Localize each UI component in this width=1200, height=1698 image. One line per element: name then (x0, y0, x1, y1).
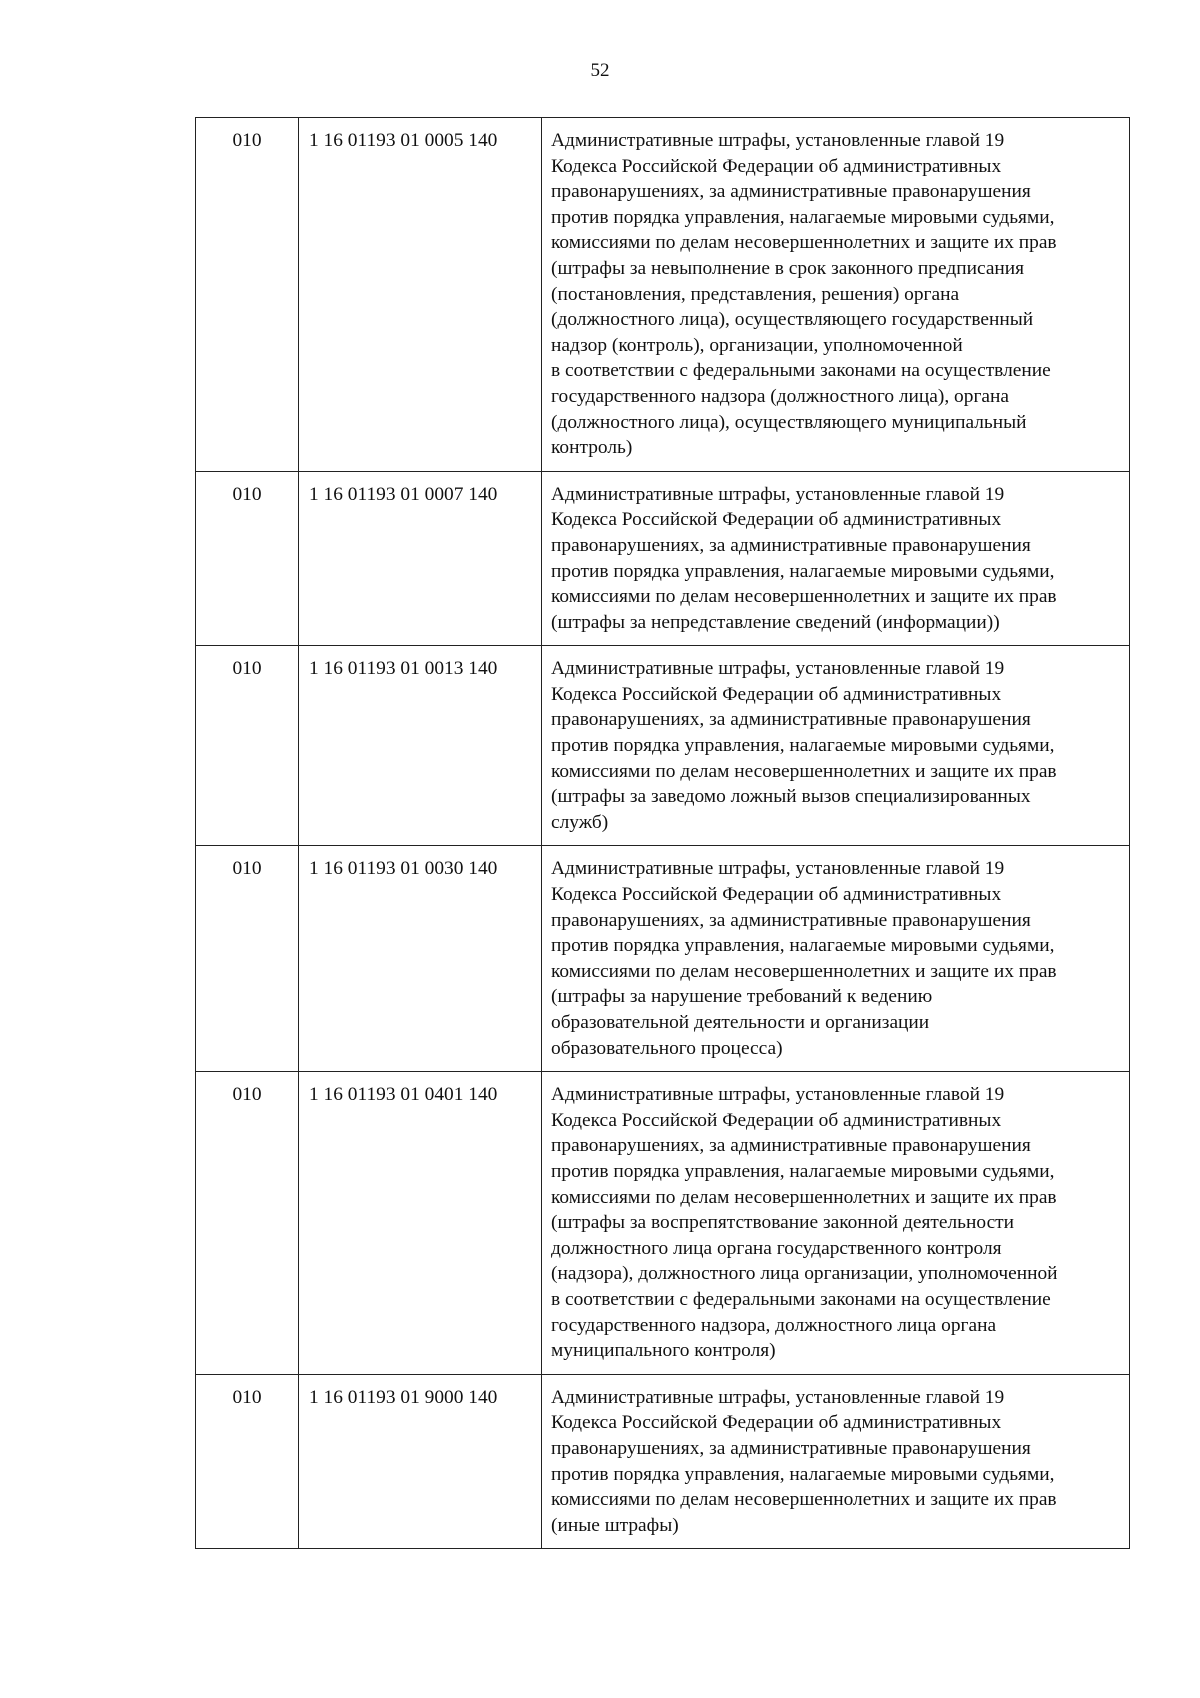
description-line: (постановления, представления, решения) органа (551, 283, 960, 305)
table-row (196, 471, 1130, 646)
kbk-code-cell: 1 16 01193 01 9000 140 (299, 1374, 542, 1549)
description-line: Кодекса Российской Федерации об административных (551, 884, 1002, 906)
description-line: (надзора), должностного лица организации, уполномоченной (551, 1263, 1058, 1285)
table-row (196, 1374, 1130, 1549)
description-line: Кодекса Российской Федерации об административных (551, 155, 1002, 177)
description-line: государственного надзора, должностного лица органа (551, 1314, 997, 1336)
description-line: Административные штрафы, установленные главой 19 (551, 658, 1005, 680)
description-line: надзор (контроль), организации, уполномоченной (551, 334, 963, 356)
admin-code-cell: 010 (196, 646, 299, 846)
description-line: в соответствии с федеральными законами на осуществление (551, 360, 1051, 382)
description-line: комиссиями по делам несовершеннолетних и защите их прав (551, 960, 1057, 982)
description-cell (542, 1072, 1130, 1375)
description-line: Административные штрафы, установленные главой 19 (551, 483, 1005, 505)
table-row (196, 846, 1130, 1072)
admin-code-cell: 010 (196, 1374, 299, 1549)
description-line: (штрафы за заведомо ложный вызов специализированных (551, 786, 1031, 808)
description-line: Административные штрафы, установленные главой 19 (551, 1084, 1005, 1106)
description-line: (штрафы за воспрепятствование законной деятельности (551, 1212, 1015, 1234)
description-line: образовательной деятельности и организации (551, 1012, 930, 1033)
admin-code-cell: 010 (196, 1072, 299, 1375)
description-line: против порядка управления, налагаемые мировыми судьями, (551, 1160, 1055, 1182)
description-line: контроль) (551, 437, 633, 459)
description-cell (542, 1374, 1130, 1549)
budget-codes-table (195, 117, 1130, 1549)
description-line: Административные штрафы, установленные главой 19 (551, 1386, 1005, 1408)
admin-code-cell: 010 (196, 471, 299, 646)
kbk-code-cell: 1 16 01193 01 0005 140 (299, 118, 542, 472)
description-line: Кодекса Российской Федерации об административных (551, 1412, 1002, 1434)
kbk-code-cell: 1 16 01193 01 0007 140 (299, 471, 542, 646)
description-cell (542, 118, 1130, 472)
description-line: комиссиями по делам несовершеннолетних и защите их прав (551, 1186, 1057, 1208)
description-cell (542, 646, 1130, 846)
description-line: против порядка управления, налагаемые мировыми судьями, (551, 1463, 1055, 1485)
description-line: правонарушениях, за административные правонарушения (551, 534, 1031, 556)
table-row (196, 646, 1130, 846)
description-line: (штрафы за непредставление сведений (информации)) (551, 611, 1000, 633)
description-line: против порядка управления, налагаемые мировыми судьями, (551, 560, 1055, 582)
page-number: 52 (590, 60, 610, 81)
admin-code-cell: 010 (196, 846, 299, 1072)
description-line: против порядка управления, налагаемые мировыми судьями, (551, 735, 1055, 757)
admin-code-cell: 010 (196, 118, 299, 472)
table-row (196, 118, 1130, 472)
description-line: комиссиями по делам несовершеннолетних и защите их прав (551, 232, 1057, 254)
description-line: Кодекса Российской Федерации об административных (551, 1109, 1002, 1131)
description-line: правонарушениях, за административные правонарушения (551, 909, 1031, 931)
description-line: Кодекса Российской Федерации об административных (551, 509, 1002, 531)
description-line: правонарушениях, за административные правонарушения (551, 181, 1031, 203)
description-line: (должностного лица), осуществляющего государственный (551, 309, 1034, 331)
description-line: (должностного лица), осуществляющего муниципальный (551, 411, 1027, 433)
description-line: Кодекса Российской Федерации об административных (551, 683, 1002, 705)
kbk-code-cell: 1 16 01193 01 0030 140 (299, 846, 542, 1072)
description-line: правонарушениях, за административные правонарушения (551, 1437, 1031, 1459)
description-line: правонарушениях, за административные правонарушения (551, 1135, 1031, 1157)
description-line: против порядка управления, налагаемые мировыми судьями, (551, 206, 1055, 228)
description-line: (штрафы за нарушение требований к ведению (551, 986, 933, 1008)
description-line: муниципального контроля) (551, 1340, 776, 1362)
description-cell (542, 471, 1130, 646)
table-row (196, 1072, 1130, 1375)
description-line: образовательного процесса) (551, 1037, 783, 1059)
description-line: (иные штрафы) (551, 1514, 679, 1536)
description-line: против порядка управления, налагаемые мировыми судьями, (551, 935, 1055, 957)
description-line: комиссиями по делам несовершеннолетних и защите их прав (551, 760, 1057, 782)
description-line: должностного лица органа государственного контроля (551, 1237, 1002, 1259)
table-body (196, 118, 1130, 1549)
description-line: (штрафы за невыполнение в срок законного предписания (551, 257, 1025, 279)
description-line: Административные штрафы, установленные главой 19 (551, 130, 1005, 151)
description-line: служб) (551, 811, 609, 833)
description-line: Административные штрафы, установленные главой 19 (551, 858, 1005, 880)
description-cell (542, 846, 1130, 1072)
description-line: правонарушениях, за административные правонарушения (551, 709, 1031, 731)
description-line: комиссиями по делам несовершеннолетних и защите их прав (551, 1489, 1057, 1511)
kbk-code-cell: 1 16 01193 01 0013 140 (299, 646, 542, 846)
kbk-code-cell: 1 16 01193 01 0401 140 (299, 1072, 542, 1375)
description-line: в соответствии с федеральными законами на осуществление (551, 1288, 1051, 1310)
description-line: государственного надзора (должностного лица), органа (551, 385, 1009, 407)
description-line: комиссиями по делам несовершеннолетних и защите их прав (551, 586, 1057, 608)
